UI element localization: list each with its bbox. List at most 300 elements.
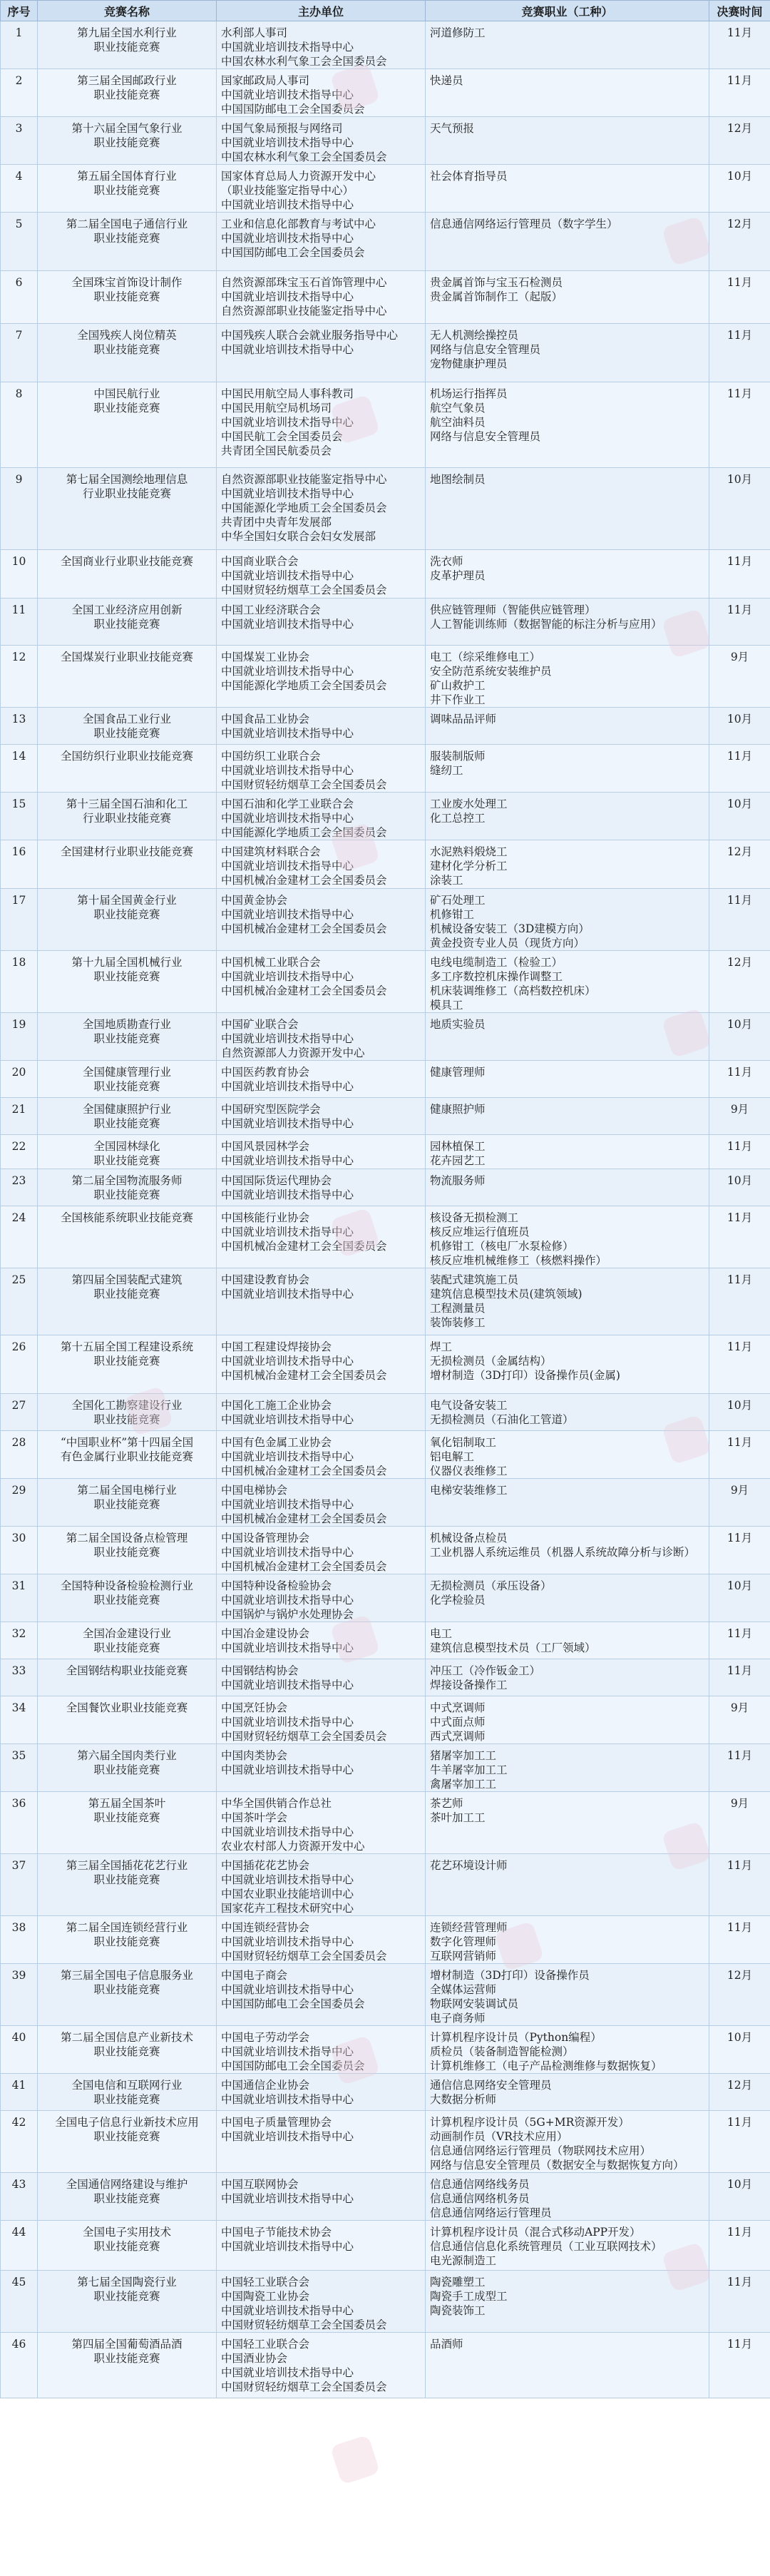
cell-organizer-line: 农业农村部人力资源开发中心 — [221, 1840, 365, 1853]
cell-competition-name-line: 职业技能竞赛 — [93, 2130, 160, 2143]
cell-final-time: 11月 — [709, 1135, 770, 1169]
cell-organizer-line: 中国就业培训技术指导中心 — [221, 764, 354, 777]
cell-occupation-line: 建筑信息模型技术员(建筑领域) — [430, 1288, 582, 1300]
cell-occupation-line: 连锁经营管理师 — [430, 1921, 508, 1934]
cell-organizer-line: 中国就业培训技术指导中心 — [221, 727, 354, 740]
cell-organizer-line: 中国机械冶金建材工会全国委员会 — [221, 874, 387, 887]
cell-occupation — [426, 2111, 709, 2173]
cell-organizer-line: 中国就业培训技术指导中心 — [221, 2093, 354, 2106]
cell-competition-name-line: 全国钢结构职业技能竞赛 — [66, 1664, 188, 1677]
cell-occupation — [426, 1268, 709, 1335]
cell-competition-name — [38, 468, 217, 550]
cell-organizer-line: 中国机械冶金建材工会全国委员会 — [221, 922, 387, 935]
cell-organizer-line: 中国就业培训技术指导中心 — [221, 343, 354, 356]
cell-organizer-line: 中国商业联合会 — [221, 555, 299, 568]
cell-occupation-line: 计算机维修工（电子产品检测维修与数据恢复） — [430, 2060, 662, 2072]
cell-occupation — [426, 2221, 709, 2271]
cell-final-time: 10月 — [709, 1574, 770, 1622]
cell-number: 34 — [1, 1696, 38, 1744]
cell-organizer-line: 中国核能行业协会 — [221, 1211, 310, 1224]
cell-occupation-line: 贵金属首饰与宝玉石检测员 — [430, 276, 563, 289]
cell-competition-name-line: 第十届全国黄金行业 — [77, 894, 177, 907]
cell-competition-name-line: 中国民航行业 — [93, 387, 160, 400]
cell-occupation — [426, 2173, 709, 2221]
cell-organizer-line: 中国气象局预报与网络司 — [221, 122, 343, 135]
cell-competition-name-line: 职业技能竞赛 — [93, 908, 160, 921]
cell-organizer — [217, 1964, 426, 2026]
cell-organizer-line: 中国有色金属工业协会 — [221, 1436, 332, 1449]
cell-occupation-line: 陶瓷手工成型工 — [430, 2290, 508, 2303]
cell-organizer-line: 工业和信息化部教育与考试中心 — [221, 218, 376, 230]
cell-organizer-line: 中国就业培训技术指导中心 — [221, 665, 354, 678]
cell-occupation — [426, 1792, 709, 1854]
cell-organizer-line: 中国就业培训技术指导中心 — [221, 1983, 354, 1996]
cell-organizer — [217, 2173, 426, 2221]
table-row — [1, 1013, 770, 1061]
cell-organizer — [217, 599, 426, 646]
cell-final-time: 11月 — [709, 1431, 770, 1479]
cell-organizer-line: 中国就业培训技术指导中心 — [221, 812, 354, 825]
cell-final-time: 11月 — [709, 2271, 770, 2333]
cell-occupation-line: 仪器仪表维修工 — [430, 1465, 508, 1477]
cell-occupation — [426, 1098, 709, 1135]
cell-competition-name — [38, 951, 217, 1013]
cell-organizer-line: 中国插花花艺协会 — [221, 1859, 310, 1872]
cell-competition-name — [38, 1527, 217, 1574]
cell-occupation-line: 建筑信息模型技术员（工厂领域） — [430, 1641, 596, 1654]
cell-competition-name-line: 全国纺织行业职业技能竞赛 — [60, 750, 193, 763]
cell-organizer-line: 中国机械工业联合会 — [221, 956, 321, 969]
cell-occupation-line: 电线电缆制造工（检验工） — [430, 956, 563, 969]
cell-occupation-line: 社会体育指导员 — [430, 170, 508, 183]
cell-organizer — [217, 21, 426, 69]
cell-occupation — [426, 2333, 709, 2398]
cell-organizer-line: 中国就业培训技术指导中心 — [221, 1117, 354, 1130]
cell-organizer-line: 中国风景园林学会 — [221, 1140, 310, 1153]
cell-occupation-line: 禽屠宰加工工 — [430, 1778, 497, 1791]
cell-occupation-line: 核反应堆运行值班员 — [430, 1226, 530, 1238]
cell-competition-name — [38, 117, 217, 165]
cell-organizer — [217, 1622, 426, 1659]
cell-competition-name — [38, 2271, 217, 2333]
cell-organizer-line: 中国就业培训技术指导中心 — [221, 1763, 354, 1776]
cell-organizer — [217, 1335, 426, 1394]
cell-occupation-line: 供应链管理师（智能供应链管理） — [430, 604, 596, 616]
cell-occupation-line: 大数据分析师 — [430, 2093, 497, 2106]
cell-organizer — [217, 324, 426, 382]
cell-organizer — [217, 1854, 426, 1916]
cell-occupation-line: 人工智能训练师（数据智能的标注分析与应用） — [430, 618, 662, 631]
cell-organizer-line: 中国就业培训技术指导中心 — [221, 1032, 354, 1045]
cell-organizer-line: 中国就业培训技术指导中心 — [221, 1716, 354, 1729]
cell-organizer-line: 中国煤炭工业协会 — [221, 651, 310, 663]
cell-final-time: 11月 — [709, 599, 770, 646]
cell-organizer-line: 中国建筑材料联合会 — [221, 845, 321, 858]
cell-competition-name-line: 第六届全国肉类行业 — [77, 1749, 177, 1762]
cell-organizer — [217, 1659, 426, 1696]
cell-competition-name-line: 全国餐饮业职业技能竞赛 — [66, 1701, 188, 1714]
cell-organizer-line: 中国机械冶金建材工会全国委员会 — [221, 1512, 387, 1525]
cell-occupation-line: 品酒师 — [430, 2338, 463, 2351]
table-body — [1, 21, 770, 2398]
cell-organizer-line: 自然资源部职业技能鉴定指导中心 — [221, 473, 387, 486]
cell-organizer-line: 中国就业培训技术指导中心 — [221, 1594, 354, 1607]
cell-competition-name-line: 全国食品工业行业 — [82, 713, 171, 726]
cell-organizer — [217, 2271, 426, 2333]
cell-organizer-line: 中国设备管理协会 — [221, 1532, 310, 1544]
cell-organizer — [217, 165, 426, 213]
cell-occupation-line: 物联网安装调试员 — [430, 1997, 519, 2010]
cell-occupation-line: 安全防范系统安装维护员 — [430, 665, 552, 678]
cell-competition-name-line: 职业技能竞赛 — [93, 1117, 160, 1130]
table-row — [1, 1659, 770, 1696]
cell-competition-name-line: 第五届全国体育行业 — [77, 170, 177, 183]
cell-final-time: 11月 — [709, 1335, 770, 1394]
cell-organizer — [217, 117, 426, 165]
cell-occupation — [426, 646, 709, 708]
cell-competition-name — [38, 599, 217, 646]
cell-competition-name-line: 行业职业技能竞赛 — [82, 487, 171, 500]
cell-organizer-line: 中国国防邮电工会全国委员会 — [221, 246, 365, 259]
cell-organizer — [217, 1061, 426, 1098]
cell-occupation — [426, 1574, 709, 1622]
cell-competition-name — [38, 1792, 217, 1854]
cell-organizer-line: 中国国防邮电工会全国委员会 — [221, 2060, 365, 2072]
cell-organizer — [217, 1135, 426, 1169]
cell-occupation — [426, 1431, 709, 1479]
cell-occupation-line: 增材制造（3D打印）设备操作员(金属) — [430, 1369, 620, 1382]
cell-occupation-line: 网络与信息安全管理员（数据安全与数据恢复方向） — [430, 2159, 684, 2172]
cell-number: 29 — [1, 1479, 38, 1527]
cell-occupation-line: 网络与信息安全管理员 — [430, 430, 541, 443]
cell-competition-name — [38, 2111, 217, 2173]
cell-competition-name-line: 第九届全国水利行业 — [77, 26, 177, 39]
cell-occupation — [426, 1696, 709, 1744]
cell-occupation — [426, 1479, 709, 1527]
cell-occupation — [426, 1013, 709, 1061]
cell-number: 44 — [1, 2221, 38, 2271]
cell-organizer — [217, 708, 426, 745]
table-row — [1, 1916, 770, 1964]
cell-number: 43 — [1, 2173, 38, 2221]
cell-organizer — [217, 793, 426, 840]
cell-competition-name — [38, 708, 217, 745]
cell-competition-name — [38, 1479, 217, 1527]
cell-organizer-line: 中国就业培训技术指导中心 — [221, 88, 354, 101]
cell-competition-name-line: 职业技能竞赛 — [93, 2240, 160, 2253]
cell-organizer-line: 中国就业培训技术指导中心 — [221, 2304, 354, 2317]
cell-occupation-line: 无损检测员（金属结构） — [430, 1355, 552, 1368]
table-row — [1, 1206, 770, 1268]
header-final-time: 决赛时间 — [709, 1, 770, 21]
cell-occupation-line: 装饰装修工 — [430, 1316, 486, 1329]
cell-organizer-line: 中国能源化学地质工会全国委员会 — [221, 679, 387, 692]
table-row — [1, 1964, 770, 2026]
cell-occupation-line: 计算机程序设计员（混合式移动APP开发） — [430, 2226, 641, 2239]
cell-competition-name-line: 职业技能竞赛 — [93, 1811, 160, 1824]
cell-occupation — [426, 271, 709, 324]
cell-organizer-line: 共青团全国民航委员会 — [221, 444, 332, 457]
cell-final-time: 10月 — [709, 708, 770, 745]
cell-occupation-line: 矿石处理工 — [430, 894, 486, 907]
cell-competition-name — [38, 1394, 217, 1431]
cell-number: 4 — [1, 165, 38, 213]
cell-occupation-line: 牛羊屠宰加工工 — [430, 1763, 508, 1776]
cell-occupation — [426, 468, 709, 550]
cell-competition-name-line: 职业技能竞赛 — [93, 402, 160, 414]
cell-occupation — [426, 324, 709, 382]
cell-competition-name-line: 全国电信和互联网行业 — [71, 2079, 183, 2092]
cell-final-time: 9月 — [709, 1696, 770, 1744]
cell-organizer-line: 中国机械冶金建材工会全国委员会 — [221, 1240, 387, 1253]
cell-number: 32 — [1, 1622, 38, 1659]
cell-competition-name-line: 职业技能竞赛 — [93, 2192, 160, 2205]
cell-number: 10 — [1, 550, 38, 599]
cell-organizer-line: 中国医药教育协会 — [221, 1066, 310, 1079]
cell-final-time: 12月 — [709, 840, 770, 889]
cell-occupation-line: 模具工 — [430, 999, 463, 1012]
cell-occupation-line: 铝电解工 — [430, 1450, 475, 1463]
cell-occupation-line: 无损检测员（石油化工管道） — [430, 1413, 574, 1426]
cell-competition-name-line: 全国园林绿化 — [93, 1140, 160, 1153]
cell-occupation — [426, 1061, 709, 1098]
cell-organizer-line: 中国就业培训技术指导中心 — [221, 2130, 354, 2143]
cell-organizer-line: 中国冶金建设协会 — [221, 1627, 310, 1640]
cell-competition-name-line: 职业技能竞赛 — [93, 1546, 160, 1559]
table-row — [1, 708, 770, 745]
cell-organizer-line: 共青团中央青年发展部 — [221, 516, 332, 529]
cell-number: 46 — [1, 2333, 38, 2398]
cell-occupation — [426, 1622, 709, 1659]
cell-occupation-line: 信息通信信息化系统管理员（工业互联网技术） — [430, 2240, 662, 2253]
cell-occupation — [426, 1169, 709, 1206]
cell-competition-name — [38, 1206, 217, 1268]
cell-number: 20 — [1, 1061, 38, 1098]
table-row — [1, 1696, 770, 1744]
cell-organizer-line: 中国食品工业协会 — [221, 713, 310, 726]
cell-final-time: 10月 — [709, 793, 770, 840]
cell-competition-name-line: 全国电子信息行业新技术应用 — [55, 2116, 199, 2129]
table-row — [1, 468, 770, 550]
cell-organizer-line: 中国通信企业协会 — [221, 2079, 310, 2092]
cell-occupation-line: 猪屠宰加工工 — [430, 1749, 497, 1762]
cell-organizer-line: 中国就业培训技术指导中心 — [221, 1226, 354, 1238]
cell-competition-name-line: 全国地质勘查行业 — [82, 1018, 171, 1031]
cell-competition-name-line: 全国核能系统职业技能竞赛 — [60, 1211, 193, 1224]
cell-number: 41 — [1, 2074, 38, 2111]
cell-organizer-line: 中国就业培训技术指导中心 — [221, 1826, 354, 1838]
cell-competition-name — [38, 213, 217, 271]
cell-organizer-line: 中国钢结构协会 — [221, 1664, 299, 1677]
table-row — [1, 324, 770, 382]
cell-final-time: 11月 — [709, 1744, 770, 1792]
cell-organizer-line: 中国民航工会全国委员会 — [221, 430, 343, 443]
cell-occupation — [426, 1854, 709, 1916]
cell-number: 27 — [1, 1394, 38, 1431]
cell-occupation-line: 西式烹调师 — [430, 1730, 486, 1743]
cell-occupation-line: 氧化铝制取工 — [430, 1436, 497, 1449]
cell-occupation — [426, 165, 709, 213]
cell-occupation-line: 航空油料员 — [430, 416, 486, 429]
cell-occupation-line: 电光源制造工 — [430, 2254, 497, 2267]
cell-competition-name-line: 第十三届全国石油和化工 — [66, 798, 188, 810]
cell-organizer-line: 中国就业培训技术指导中心 — [221, 2045, 354, 2058]
table-row — [1, 2026, 770, 2074]
cell-number: 16 — [1, 840, 38, 889]
cell-final-time: 11月 — [709, 1061, 770, 1098]
cell-competition-name — [38, 1335, 217, 1394]
cell-occupation-line: 增材制造（3D打印）设备操作员 — [430, 1969, 590, 1982]
cell-organizer-line: 中国财贸轻纺烟草工会全国委员会 — [221, 584, 387, 596]
cell-occupation — [426, 951, 709, 1013]
cell-number: 39 — [1, 1964, 38, 2026]
cell-organizer — [217, 1098, 426, 1135]
cell-number: 17 — [1, 889, 38, 951]
table-row — [1, 2333, 770, 2398]
cell-number: 6 — [1, 271, 38, 324]
cell-occupation-line: 园林植保工 — [430, 1140, 486, 1153]
cell-occupation-line: 核反应堆机械维修工（核燃料操作） — [430, 1254, 607, 1267]
cell-number: 31 — [1, 1574, 38, 1622]
cell-occupation — [426, 745, 709, 793]
cell-occupation-line: 工业机器人系统运维员（机器人系统故障分析与诊断） — [430, 1546, 696, 1559]
header-organizer: 主办单位 — [217, 1, 426, 21]
cell-organizer-line: 中国工业经济联合会 — [221, 604, 321, 616]
cell-competition-name-line: “中国职业杯”第十四届全国 — [60, 1436, 194, 1449]
cell-final-time: 11月 — [709, 1916, 770, 1964]
table-row — [1, 1394, 770, 1431]
cell-occupation — [426, 2074, 709, 2111]
cell-occupation-line: 信息通信网络运行管理员（数字学生） — [430, 218, 618, 230]
cell-number: 11 — [1, 599, 38, 646]
table-row — [1, 382, 770, 468]
cell-number: 37 — [1, 1854, 38, 1916]
cell-competition-name — [38, 2221, 217, 2271]
cell-occupation-line: 电气设备安装工 — [430, 1399, 508, 1412]
cell-organizer-line: 中国石油和化学工业联合会 — [221, 798, 354, 810]
cell-final-time: 11月 — [709, 382, 770, 468]
cell-competition-name — [38, 889, 217, 951]
cell-occupation-line: 皮革护理员 — [430, 569, 486, 582]
cell-competition-name-line: 职业技能竞赛 — [93, 1763, 160, 1776]
cell-occupation-line: 装配式建筑施工员 — [430, 1273, 519, 1286]
cell-organizer — [217, 271, 426, 324]
cell-occupation — [426, 117, 709, 165]
cell-competition-name — [38, 21, 217, 69]
cell-organizer — [217, 1792, 426, 1854]
cell-organizer-line: 国家花卉工程技术研究中心 — [221, 1902, 354, 1915]
table-row — [1, 840, 770, 889]
table-row — [1, 1098, 770, 1135]
cell-organizer-line: 中华全国妇女联合会妇女发展部 — [221, 530, 376, 543]
header-competition-name: 竞赛名称 — [38, 1, 217, 21]
cell-occupation-line: 陶瓷装饰工 — [430, 2304, 486, 2317]
cell-organizer-line: 中国就业培训技术指导中心 — [221, 2366, 354, 2379]
cell-competition-name — [38, 745, 217, 793]
cell-competition-name — [38, 271, 217, 324]
header-number: 序号 — [1, 1, 38, 21]
cell-organizer-line: 中国研究型医院学会 — [221, 1103, 321, 1116]
cell-organizer-line: 中国就业培训技术指导中心 — [221, 232, 354, 245]
cell-occupation-line: 服装制版师 — [430, 750, 486, 763]
cell-competition-name-line: 职业技能竞赛 — [93, 1188, 160, 1201]
cell-competition-name-line: 全国冶金建设行业 — [82, 1627, 171, 1640]
table-row — [1, 1169, 770, 1206]
cell-final-time: 12月 — [709, 951, 770, 1013]
table-row — [1, 2111, 770, 2173]
cell-organizer-line: 中国电子质量管理协会 — [221, 2116, 332, 2129]
cell-competition-name-line: 职业技能竞赛 — [93, 1032, 160, 1045]
cell-competition-name-line: 第四届全国葡萄酒品酒 — [71, 2338, 183, 2351]
cell-organizer-line: 中国就业培训技术指导中心 — [221, 1873, 354, 1886]
cell-organizer-line: 中国能源化学地质工会全国委员会 — [221, 826, 387, 839]
cell-competition-name-line: 职业技能竞赛 — [93, 1983, 160, 1996]
cell-organizer — [217, 1744, 426, 1792]
cell-organizer — [217, 1574, 426, 1622]
cell-organizer-line: 中国就业培训技术指导中心 — [221, 1450, 354, 1463]
cell-final-time: 9月 — [709, 1792, 770, 1854]
cell-number: 33 — [1, 1659, 38, 1696]
table-row — [1, 1792, 770, 1854]
cell-organizer — [217, 550, 426, 599]
cell-occupation — [426, 1744, 709, 1792]
cell-organizer — [217, 646, 426, 708]
cell-final-time: 10月 — [709, 1169, 770, 1206]
cell-organizer-line: 中国机械冶金建材工会全国委员会 — [221, 1465, 387, 1477]
cell-number: 5 — [1, 213, 38, 271]
cell-occupation — [426, 1916, 709, 1964]
cell-organizer-line: 中国轻工业联合会 — [221, 2338, 310, 2351]
cell-occupation-line: 信息通信网络机务员 — [430, 2192, 530, 2205]
cell-occupation-line: 茶艺师 — [430, 1797, 463, 1810]
cell-organizer-line: 中国就业培训技术指导中心 — [221, 1679, 354, 1691]
cell-occupation-line: 工程测量员 — [430, 1302, 486, 1315]
cell-occupation-line: 中式烹调师 — [430, 1701, 486, 1714]
cell-competition-name — [38, 1696, 217, 1744]
table-row — [1, 793, 770, 840]
cell-organizer-line: 自然资源部珠宝玉石首饰管理中心 — [221, 276, 387, 289]
cell-organizer — [217, 1268, 426, 1335]
cell-final-time: 11月 — [709, 1622, 770, 1659]
cell-organizer-line: 中国国防邮电工会全国委员会 — [221, 1997, 365, 2010]
cell-occupation — [426, 1527, 709, 1574]
cell-competition-name — [38, 1574, 217, 1622]
cell-organizer-line: 中国就业培训技术指导中心 — [221, 860, 354, 872]
table-row — [1, 951, 770, 1013]
cell-organizer-line: 中国财贸轻纺烟草工会全国委员会 — [221, 778, 387, 791]
cell-competition-name-line: 第十九届全国机械行业 — [71, 956, 183, 969]
cell-occupation-line: 花卉园艺工 — [430, 1154, 486, 1167]
cell-organizer — [217, 2074, 426, 2111]
cell-occupation-line: 化学检验员 — [430, 1594, 486, 1607]
cell-organizer-line: 中国锅炉与锅炉水处理协会 — [221, 1608, 354, 1621]
cell-competition-name-line: 职业技能竞赛 — [93, 88, 160, 101]
cell-competition-name — [38, 646, 217, 708]
cell-final-time: 11月 — [709, 745, 770, 793]
cell-occupation-line: 黄金投资专业人员（现货方向） — [430, 937, 585, 950]
cell-occupation-line: 焊接设备操作工 — [430, 1679, 508, 1691]
cell-competition-name-line: 职业技能竞赛 — [93, 970, 160, 983]
cell-competition-name-line: 全国电子实用技术 — [82, 2226, 171, 2239]
table-row — [1, 2173, 770, 2221]
cell-number: 35 — [1, 1744, 38, 1792]
cell-organizer — [217, 382, 426, 468]
cell-competition-name-line: 第五届全国茶叶 — [88, 1797, 166, 1810]
cell-number: 12 — [1, 646, 38, 708]
cell-occupation-line: 机械设备安装工（3D建模方向） — [430, 922, 590, 935]
cell-occupation-line: 茶叶加工工 — [430, 1811, 486, 1824]
cell-organizer-line: 中国就业培训技术指导中心 — [221, 136, 354, 149]
